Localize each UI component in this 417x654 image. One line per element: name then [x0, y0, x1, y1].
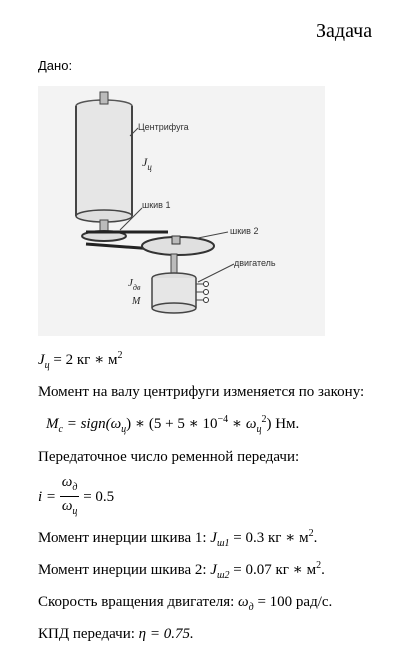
motor-speed-line: Скорость вращения двигателя: $\omega_д = 100$ рад/с. [38, 594, 333, 613]
label-centrifuge: Центрифуга [138, 122, 189, 132]
label-pulley-1: шкив 1 [142, 200, 171, 210]
ratio-formula: i = $\frac{\omega_д}{\omega_ц}$ = 0.5 [38, 474, 114, 521]
label-jdv: $J_{дв}$ [128, 277, 141, 292]
centrifuge-body [76, 106, 132, 216]
pulley-2-inertia-line: Момент инерции шкива 2: $J_{ш2} = 0.07$ кг ∗ $м^2$. [38, 560, 325, 581]
inertia-centrifuge-line: $J_ц = 2$ кг ∗ $м^2$ [38, 350, 123, 371]
page-title: Задача [316, 20, 373, 42]
centrifuge-diagram [38, 86, 325, 336]
label-m: M [132, 296, 141, 307]
diagram-svg [38, 86, 325, 336]
ratio-fraction: $\frac{\omega_д}{\omega_ц}$ [61, 474, 78, 517]
label-pulley-2: шкив 2 [230, 226, 259, 236]
ratio-text: Передаточное число ременной передачи: [38, 449, 300, 465]
moment-law-text: Момент на валу центрифуги изменяется по закону: [38, 384, 365, 400]
given-label: Дано: [38, 58, 73, 73]
top-shaft [100, 92, 108, 104]
moment-formula: $M_c$ = $sign(\omega_ц)$ ∗ (5 + 5 ∗ $10^{-4}$ ∗ $\omega_ц^2$) Нм. [46, 414, 300, 435]
label-jc: $J_ц$ [142, 155, 152, 172]
pulley-1-inertia-line: Момент инерции шкива 1: $J_{ш1} = 0.3$ кг ∗ $м^2$. [38, 528, 318, 549]
efficiency-line: КПД передачи: η = 0.75. [38, 626, 194, 642]
label-motor: двигатель [234, 258, 276, 268]
